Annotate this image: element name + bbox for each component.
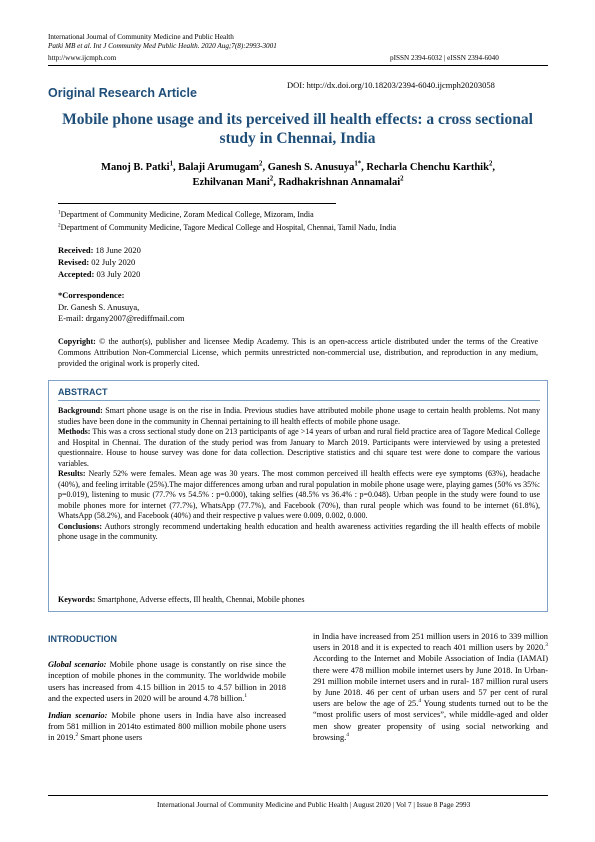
iamai-text: According to the Internet and Mobile Association of India (IAMAI) there were 478 million mobile internet users by June 2018. In Urban- 291 million mobile internet users and in rural- 187 million rural users by June 2018. 46 per cent of urban users and 57 per cent of rural users are below the age of 25. (313, 654, 548, 709)
received-value: 18 June 2020 (93, 245, 141, 255)
author-sup: 2 (400, 175, 404, 183)
author-sup: 2 (269, 175, 274, 183)
article-type: Original Research Article (48, 86, 197, 100)
copyright-notice (58, 336, 538, 369)
correspondence-label (58, 290, 184, 302)
abstract-conclusions (58, 522, 540, 543)
author-sup: 1 (169, 160, 173, 168)
page-footer: International Journal of Community Medicine and Public Health | August 2020 | Vol 7 | Issue 8 Page 2993 (157, 800, 471, 809)
copyright-text: © the author(s), publisher and licensee Medip Academy. This is an open-access article distributed under the terms of the Creative Commons Attribution Non-Commercial License, which permits unrestricted non-commercial use, distribution, and reproduction in any medium, provided the original work is properly cited. (58, 337, 538, 368)
abstract-background (58, 406, 540, 427)
reference-marker[interactable]: 2 (75, 732, 79, 739)
abstract-methods (58, 427, 540, 469)
author: Ezhilvanan Mani (192, 177, 270, 188)
correspondence-name: Dr. Ganesh S. Anusuya, (58, 301, 140, 312)
results-text: Nearly 52% were females. Mean age was 30 years. The most common perceived ill health effects were eye symptoms (63%), headache (40%), and feeling irritable (25%).The major differences among urban and rural population in mobile phone usage were, playing games (50% vs 35%: p=0.019), listening to music (77.7% vs 54.5% : p=0.000), taking selfies (48.5% vs 36.4% : p=0.048). Urban people in the study were found to use mobile phones more for internet (77.7%), WhatsApp (77.7%), and Facebook (70%), than rural people which was found to be internet (61.8%), WhatsApp (58.2%), and Facebook (40%) and their respective p values were 0.009, 0.002, 0.000. (58, 469, 540, 520)
author-sup: 2 (488, 160, 493, 168)
author: Radhakrishnan Annamalai (278, 177, 401, 188)
background-text: Smart phone usage is on the rise in India. Previous studies have attributed mobile phone usage to certain health problems. Not many studies have been done in the community in Chennai pertaining to ill health effects of mobile phone usage. (58, 406, 540, 426)
article-dates (58, 244, 141, 280)
revised-label: Revised: (58, 257, 90, 267)
background-label: Background: (58, 406, 103, 415)
author: Balaji Arumugam (178, 162, 260, 173)
reference-marker[interactable]: 4 (418, 698, 422, 705)
correspondence-label-text: *Correspondence: (58, 290, 125, 300)
paragraph-indian-scenario (48, 710, 286, 744)
indian-scenario-label: Indian scenario: (48, 711, 108, 721)
abstract-results (58, 469, 540, 522)
affiliation-text: Department of Community Medicine, Zoram Medical College, Mizoram, India (60, 210, 314, 219)
article-title: Mobile phone usage and its perceived ill health effects: a cross sectional study in Chennai, India (62, 111, 533, 147)
results-label: Results: (58, 469, 86, 478)
copyright-label: Copyright: (58, 337, 96, 346)
accepted-date (58, 268, 141, 280)
correspondence-email[interactable]: E-mail: drgany2007@rediffmail.com (58, 313, 185, 323)
keywords-text: Smartphone, Adverse effects, Ill health, Chennai, Mobile phones (95, 595, 305, 604)
body-right-column (313, 631, 548, 749)
keywords (58, 595, 540, 604)
affiliation-1 (58, 210, 314, 220)
accepted-value: 03 July 2020 (94, 269, 141, 279)
revised-value: 02 July 2020 (89, 257, 136, 267)
abstract-heading: ABSTRACT (58, 387, 108, 397)
journal-name: International Journal of Community Medicine and Public Health (48, 33, 234, 41)
received-date (58, 244, 141, 256)
abstract-body (58, 406, 540, 543)
keywords-label: Keywords: (58, 595, 96, 604)
doi-link[interactable]: DOI: http://dx.doi.org/10.18203/2394-6040.ijcmph20203058 (287, 80, 495, 90)
affiliation-2 (58, 223, 396, 233)
global-scenario-text: Mobile phone usage is constantly on rise since the inception of mobile phones in the community. The worldwide mobile users has increased from 4.15 billion in 2015 to 4.57 billion in 2018 and the expected users in 2020 will be around 4.78 billion. (48, 660, 286, 703)
received-label: Received: (58, 245, 94, 255)
header-divider (48, 65, 548, 66)
paragraph-smartphone-users (313, 631, 548, 743)
citation: Patki MB et al. Int J Community Med Public Health. 2020 Aug;7(8):2993-3001 (48, 42, 277, 50)
conclusions-text: Authors strongly recommend undertaking health education and health awareness activities regarding the ill health effects of mobile phone usage in the community. (58, 521, 540, 541)
reference-marker[interactable]: 1 (244, 693, 248, 700)
affiliation-text: Department of Community Medicine, Tagore Medical College and Hospital, Chennai, Tamil Nadu, India (60, 223, 396, 232)
body-left-column (48, 634, 286, 750)
global-scenario-label: Global scenario: (48, 660, 107, 670)
methods-label: Methods: (58, 427, 91, 436)
reference-marker[interactable]: 4 (346, 732, 349, 739)
reference-marker[interactable]: 3 (545, 642, 548, 649)
footer-divider (48, 795, 548, 796)
conclusions-label: Conclusions: (58, 521, 103, 531)
young-students-text: Young students turned out to be the “most prolific users of most services”, while middle-aged and older men show greater propensity of using social networking and browsing. (313, 699, 548, 742)
author: Manoj B. Patki (101, 162, 170, 173)
indian-scenario-tail: Smart phone users (78, 733, 143, 743)
methods-text: This was a cross sectional study done on 213 participants of age >14 years of urban and rural field practice area of Tagore Medical College and Hospital in Chennai. The duration of the study period was from January to March 2019. Participants were interviewed by using a pretested questionnaire. House to house survey was done for data collection. Descriptive statistics and chi square test were done to compare the various variables. (58, 427, 540, 468)
journal-url[interactable]: http://www.ijcmph.com (48, 54, 117, 62)
issn: pISSN 2394-6032 | eISSN 2394-6040 (390, 54, 499, 62)
abstract-divider (58, 400, 540, 401)
affiliation-sup: 1 (58, 209, 61, 216)
smartphone-users-text: in India have increased from 251 million users in 2016 to 339 million users in 2018 and it is expected to reach 401 million users by 2020. (313, 632, 548, 653)
accepted-label: Accepted: (58, 269, 95, 279)
author-sup: 1* (354, 160, 362, 168)
affiliation-divider (58, 203, 336, 204)
revised-date (58, 256, 141, 268)
author-sup: 2 (259, 160, 263, 168)
indian-scenario-text: Mobile phone users in India have also increased from 581 million in 2014to estimated 800 million mobile phone users in 2019. (48, 711, 286, 743)
author: Ganesh S. Anusuya (267, 162, 355, 173)
paragraph-global-scenario (48, 659, 286, 704)
section-heading-introduction: INTRODUCTION (48, 634, 117, 644)
correspondence (58, 290, 184, 325)
author: Recharla Chenchu Karthik (366, 162, 489, 173)
affiliation-sup: 2 (58, 222, 61, 229)
author-list: Manoj B. Patki$^1$, Balaji Arumugam$^2$, Ganesh S. Anusuya$^{1*}$, Recharla Chenchu Karthik$^2$, Ezhilvanan Mani$^2$, Radhakrishnan Annamalai$^2$ (101, 160, 495, 188)
